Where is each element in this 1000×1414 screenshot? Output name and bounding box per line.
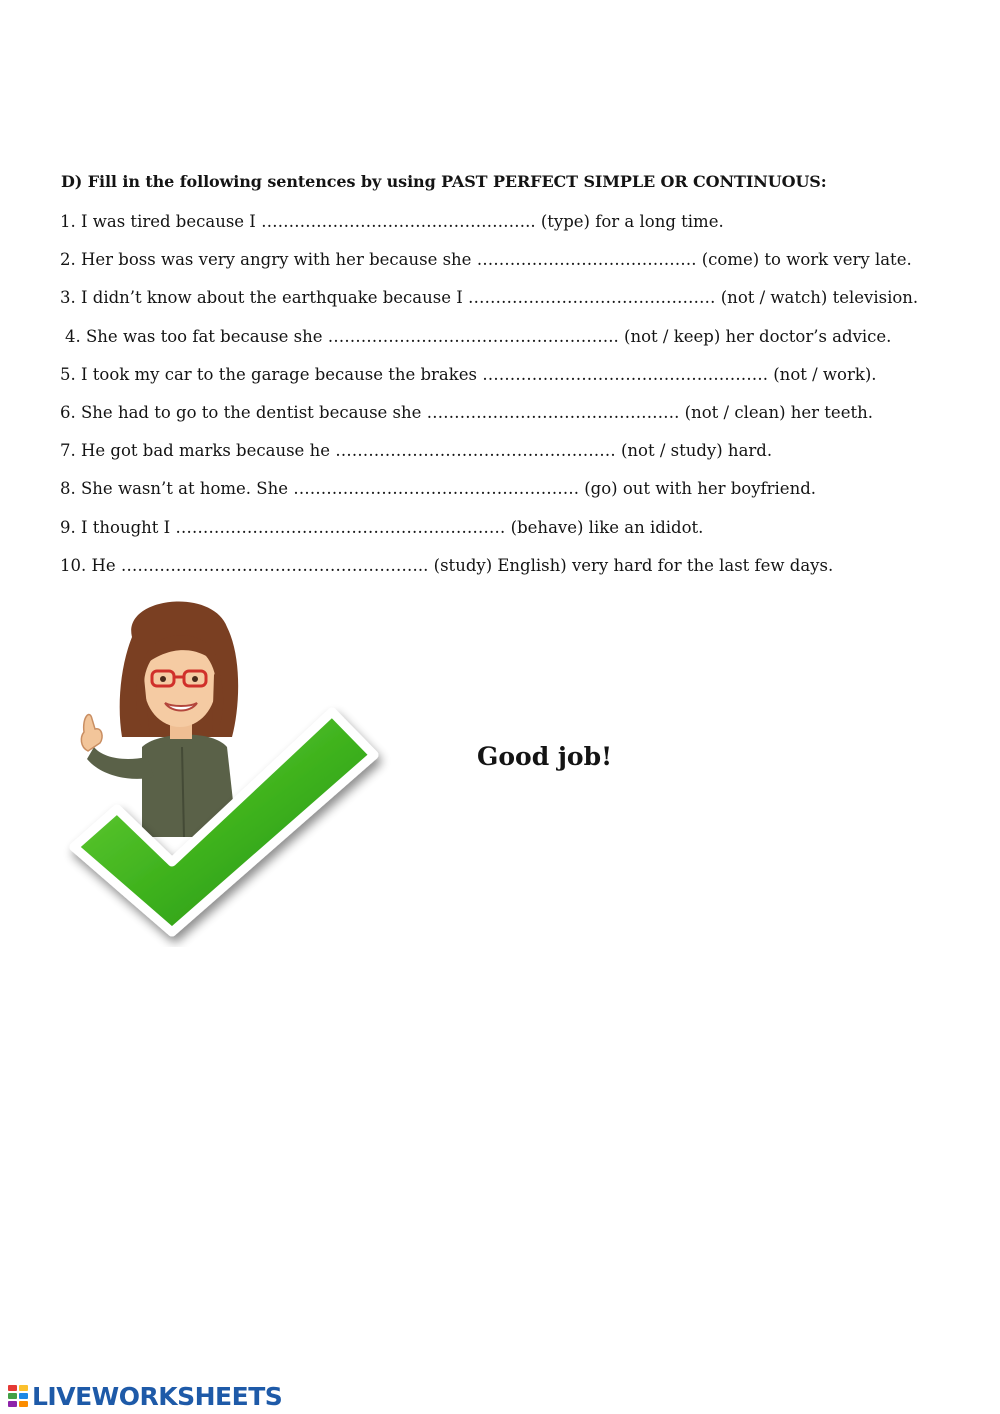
liveworksheets-logo[interactable]: [8, 1381, 282, 1411]
good-job-text: Good job!: [477, 742, 613, 771]
answer-blank[interactable]: ………………………………………: [468, 288, 716, 308]
sentence-text-after: (come) to work very late.: [701, 250, 912, 270]
liveworksheets-logo-icon: [8, 1383, 30, 1409]
sentence-number: 1.: [60, 212, 76, 231]
answer-blank[interactable]: ………………………………………………..: [120, 555, 429, 575]
answer-blank[interactable]: ……………………………………….: [426, 402, 680, 422]
sentence-number: 3.: [60, 288, 76, 308]
sentence-text-before: Her boss was very angry with her because she: [81, 250, 472, 270]
sentence-text-before: She wasn’t at home. She: [81, 479, 288, 499]
answer-blank[interactable]: …………………………………………….: [482, 364, 768, 384]
answer-blank[interactable]: ……………………………………………..: [327, 326, 619, 346]
sentence-text-before: He got bad marks because he: [81, 441, 330, 461]
sentence-list: [60, 210, 918, 592]
sentence-item: [60, 210, 918, 248]
sentence-item: [60, 477, 918, 515]
sentence-item: [60, 286, 918, 324]
sentence-number: 10.: [60, 555, 87, 575]
exercise-heading: D) Fill in the following sentences by using PAST PERFECT SIMPLE OR CONTINUOUS:: [61, 172, 827, 191]
sentence-item: [60, 439, 918, 477]
sentence-item: [60, 554, 918, 592]
answer-blank[interactable]: …………………………………………..: [261, 212, 536, 231]
sentence-text-before: He: [91, 555, 116, 575]
answer-blank[interactable]: ……………………………………………………: [175, 517, 506, 537]
sentence-number: 4.: [65, 326, 81, 346]
sentence-number: 9.: [60, 517, 76, 537]
sentence-text-before: I didn’t know about the earthquake because I: [81, 288, 463, 308]
sentence-item: [60, 401, 918, 439]
teacher-avatar-with-checkmark-icon: [62, 597, 392, 947]
sentence-text-after: (behave) like an ididot.: [510, 517, 704, 537]
answer-blank[interactable]: ……………………………………………: [335, 441, 616, 461]
sentence-text-before: I thought I: [81, 517, 171, 537]
sentence-text-before: She was too fat because she: [86, 326, 323, 346]
sentence-text-after: (not / study) hard.: [620, 441, 773, 461]
sentence-item: [60, 363, 918, 401]
sentence-text-before: She had to go to the dentist because she: [81, 402, 422, 422]
sentence-number: 8.: [60, 479, 76, 499]
sentence-number: 5.: [60, 364, 76, 384]
answer-blank[interactable]: ………………………………….: [476, 250, 697, 270]
sentence-text-after: (not / work).: [773, 364, 877, 384]
sentence-item: [60, 325, 918, 363]
sentence-text-before: I was tired because I: [81, 212, 256, 231]
sentence-text-after: (not / clean) her teeth.: [684, 402, 873, 422]
sentence-text-after: (not / keep) her doctor’s advice.: [624, 326, 892, 346]
sentence-text-after: (study) English) very hard for the last few days.: [433, 555, 834, 575]
sentence-text-after: (go) out with her boyfriend.: [584, 479, 816, 499]
sentence-item: [60, 516, 918, 554]
sentence-number: 2.: [60, 250, 76, 270]
logo-text: LIVEWORKSHEETS: [32, 1381, 283, 1411]
sentence-text-after: (type) for a long time.: [540, 212, 724, 231]
sentence-item: [60, 248, 918, 286]
answer-blank[interactable]: …………………………………………….: [293, 479, 579, 499]
sentence-number: 6.: [60, 402, 76, 422]
sentence-text-before: I took my car to the garage because the brakes: [81, 364, 477, 384]
sentence-number: 7.: [60, 441, 76, 461]
sentence-text-after: (not / watch) television.: [720, 288, 919, 308]
